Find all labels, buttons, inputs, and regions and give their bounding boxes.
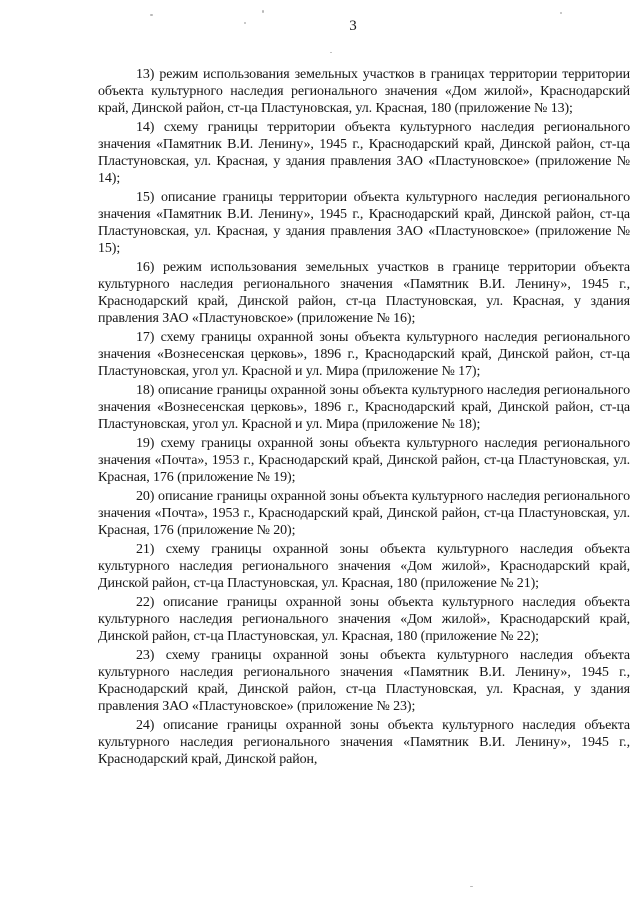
scan-speck bbox=[330, 52, 332, 53]
list-item: 14) схему границы территории объекта культурного наследия регионального значения «Памятник В.И. Ленину», 1945 г., Краснодарский край, Динской район, ст-ца Пластуновская, ул. Красная, у здания правления ЗАО «Пластуновское» (приложение № 14); bbox=[98, 120, 630, 186]
list-item: 20) описание границы охранной зоны объекта культурного наследия регионального значения «Почта», 1953 г., Краснодарский край, Динской район, ст-ца Пластуновская, ул. Красная, 176 (приложение № 20); bbox=[98, 489, 630, 538]
list-item: 23) схему границы охранной зоны объекта культурного наследия объекта культурного наследия регионального значения «Памятник В.И. Ленину», 1945 г., Краснодарский край, Динской район, ст-ца Пластуновская, ул. Красная, у здания правления ЗАО «Пластуновское» (приложение № 23); bbox=[98, 648, 630, 714]
enumerated-list bbox=[98, 66, 630, 768]
list-item: 13) режим использования земельных участков в границах территории территории объекта культурного наследия регионального значения «Дом жилой», Краснодарский край, Динской район, ст-ца Пластуновская, ул. Красная, 180 (приложение № 13); bbox=[98, 67, 630, 116]
list-item: 19) схему границы охранной зоны объекта культурного наследия регионального значения «Почта», 1953 г., Краснодарский край, Динской район, ст-ца Пластуновская, ул. Красная, 176 (приложение № 19); bbox=[98, 436, 630, 485]
list-item: 18) описание границы охранной зоны объекта культурного наследия регионального значения «Вознесенская церковь», 1896 г., Краснодарский край, Динской район, ст-ца Пластуновская, угол ул. Красной и ул. Мира (приложение № 18); bbox=[98, 383, 630, 432]
scan-speck bbox=[470, 886, 473, 887]
list-item: 17) схему границы охранной зоны объекта культурного наследия регионального значения «Вознесенская церковь», 1896 г., Краснодарский край, Динской район, ст-ца Пластуновская, угол ул. Красной и ул. Мира (приложение № 17); bbox=[98, 330, 630, 379]
page-number: 3 bbox=[349, 18, 357, 34]
scan-speck bbox=[150, 14, 153, 16]
list-item: 24) описание границы охранной зоны объекта культурного наследия объекта культурного наследия регионального значения «Памятник В.И. Ленину», 1945 г., Краснодарский край, Динской район, bbox=[98, 718, 630, 767]
list-item: 22) описание границы охранной зоны объекта культурного наследия объекта культурного наследия регионального значения «Дом жилой», Краснодарский край, Динской район, ст-ца Пластуновская, ул. Красная, 180 (приложение № 22); bbox=[98, 595, 630, 644]
list-item: 15) описание границы территории объекта культурного наследия регионального значения «Памятник В.И. Ленину», 1945 г., Краснодарский край, Динской район, ст-ца Пластуновская, ул. Красная, у здания правления ЗАО «Пластуновское» (приложение № 15); bbox=[98, 190, 630, 256]
list-item: 21) схему границы охранной зоны объекта культурного наследия объекта культурного наследия регионального значения «Дом жилой», Краснодарский край, Динской район, ст-ца Пластуновская, ул. Красная, 180 (приложение № 21); bbox=[98, 542, 630, 591]
scan-speck bbox=[560, 12, 562, 14]
list-item: 16) режим использования земельных участков в границе территории объекта культурного наследия регионального значения «Памятник В.И. Ленину», 1945 г., Краснодарский край, Динской район, ст-ца Пластуновская, ул. Красная, у здания правления ЗАО «Пластуновское» (приложение № 16); bbox=[98, 260, 630, 326]
scan-speck bbox=[262, 10, 264, 13]
